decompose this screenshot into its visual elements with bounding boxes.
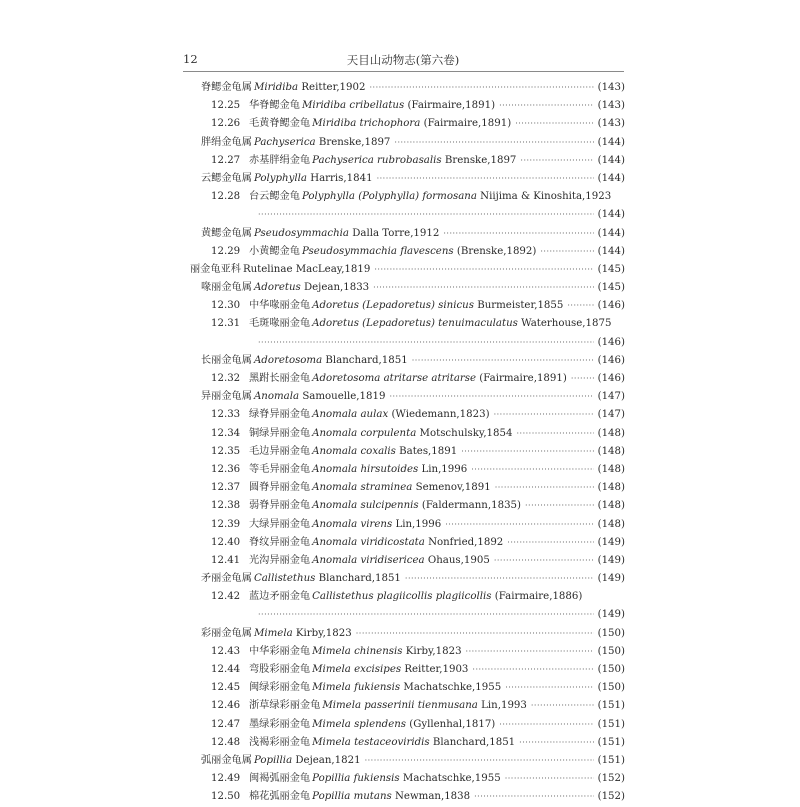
entry-text — [201, 570, 401, 588]
chinese-name: 闽褐弧丽金龟 — [249, 773, 311, 785]
page-ref: (148) — [597, 500, 625, 512]
chinese-name: 闽绿彩丽金龟 — [249, 682, 311, 694]
toc-entry-species — [190, 770, 625, 788]
author-year: Kirby,1823 — [405, 645, 462, 657]
author-year: Machatschke,1955 — [403, 682, 502, 694]
latin-name: Anomala hirsutoides — [312, 463, 419, 475]
chinese-name: 彩丽金龟属 — [201, 627, 252, 639]
toc-entry-genus — [190, 134, 625, 152]
species-number: 12.44 — [211, 664, 241, 675]
author-year: Nonfried,1892 — [428, 536, 504, 548]
page-ref: (150) — [597, 627, 625, 639]
page-ref: (148) — [597, 445, 625, 457]
entry-text — [211, 661, 468, 679]
author-year: Semenov,1891 — [415, 482, 491, 494]
chinese-name: 光沟异丽金龟 — [249, 554, 311, 566]
page-ref: (146) — [597, 354, 625, 366]
author-year: Blanchard,1851 — [432, 736, 516, 748]
latin-name: Adoretosoma atritarse atritarse — [312, 373, 477, 384]
species-number: 12.38 — [211, 500, 241, 512]
chinese-name: 棉花弧丽金龟 — [249, 791, 311, 803]
chinese-name: 赤基胖绢金龟 — [249, 154, 311, 166]
latin-name: Mimela fukiensis — [312, 682, 401, 694]
toc-entry-species — [190, 479, 625, 497]
dot-leader — [472, 661, 593, 679]
page-ref: (149) — [597, 554, 625, 566]
dot-leader — [520, 152, 593, 170]
entry-text — [211, 297, 563, 315]
dot-leader — [519, 734, 593, 752]
chinese-name: 黑跗长丽金龟 — [249, 373, 311, 384]
latin-name: Miridiba — [253, 82, 299, 93]
page-ref: (143) — [597, 82, 625, 93]
dot-leader — [466, 643, 594, 661]
dot-leader — [495, 479, 594, 497]
dot-leader — [499, 97, 594, 115]
toc-entry-genus — [190, 352, 625, 370]
page-ref: (145) — [597, 282, 625, 294]
dot-leader — [389, 388, 593, 406]
dot-leader — [405, 570, 594, 588]
chinese-name: 绿脊异丽金龟 — [249, 409, 311, 421]
latin-name: Miridiba trichophora — [312, 118, 421, 130]
page-ref: (151) — [597, 754, 625, 766]
page-ref: (144) — [597, 172, 625, 184]
dot-leader — [494, 406, 594, 424]
latin-name: Callistethus plagiicollis plagiicollis — [312, 591, 492, 603]
toc-entry-genus — [190, 79, 625, 97]
toc-entry-species — [190, 788, 625, 806]
dot-leader — [571, 370, 594, 388]
toc-entry-species — [190, 406, 625, 424]
dot-leader — [494, 552, 594, 570]
toc-entry-species — [190, 115, 625, 133]
entry-text — [211, 788, 470, 806]
chinese-name: 异丽金龟属 — [201, 391, 252, 403]
latin-name: Popillia fukiensis — [312, 773, 400, 785]
entry-text — [211, 443, 457, 461]
toc-entry-genus — [190, 170, 625, 188]
chinese-name: 长丽金龟属 — [201, 354, 252, 366]
toc-entry-species — [190, 679, 625, 697]
page-ref: (149) — [597, 609, 625, 621]
latin-name: Popillia mutans — [312, 791, 392, 803]
species-number: 12.35 — [211, 445, 241, 457]
page-ref: (143) — [597, 118, 625, 130]
author-year: Machatschke,1955 — [402, 773, 501, 785]
latin-name: Adoretus (Lepadoretus) tenuimaculatus — [312, 318, 518, 330]
dot-leader — [471, 461, 593, 479]
toc-entry-species — [190, 588, 625, 606]
latin-name: Anomala viridicostata — [312, 536, 425, 548]
page-ref: (144) — [597, 136, 625, 148]
page-ref: (148) — [597, 463, 625, 475]
author-year: Reitter,1902 — [301, 82, 366, 93]
toc-entry-species — [190, 97, 625, 115]
toc-entry-species — [190, 643, 625, 661]
author-year: (Faldermann,1835) — [421, 500, 522, 512]
chinese-name: 喙丽金龟属 — [201, 282, 252, 294]
toc-entry-species — [190, 552, 625, 570]
species-number: 12.43 — [211, 645, 241, 657]
entry-text — [211, 152, 516, 170]
latin-name: Pachyserica — [253, 136, 316, 148]
species-number: 12.49 — [211, 773, 241, 785]
toc-entry-continuation — [190, 606, 625, 624]
page-ref: (150) — [597, 682, 625, 694]
chinese-name: 圆脊异丽金龟 — [249, 482, 311, 494]
author-year: Lin,1993 — [481, 700, 527, 712]
chinese-name: 浅褐彩丽金龟 — [249, 736, 311, 748]
entry-text — [211, 243, 536, 261]
toc-entry-genus — [190, 570, 625, 588]
dot-leader — [412, 352, 594, 370]
entry-text — [201, 170, 373, 188]
latin-name: Anomala aulax — [312, 409, 389, 421]
entry-text — [211, 552, 490, 570]
entry-text — [211, 516, 441, 534]
species-number: 12.40 — [211, 536, 241, 548]
author-year: Brenske,1897 — [318, 136, 391, 148]
author-year: Bates,1891 — [399, 445, 458, 457]
dot-leader — [515, 115, 593, 133]
entry-text — [211, 115, 511, 133]
species-number: 12.45 — [211, 682, 241, 694]
dot-leader — [258, 334, 594, 352]
author-year: Blanchard,1851 — [325, 354, 408, 366]
chinese-name: 弯股彩丽金龟 — [249, 664, 311, 675]
page-ref: (149) — [597, 536, 625, 548]
latin-name: Mimela — [253, 627, 293, 639]
species-number: 12.47 — [211, 718, 241, 730]
author-year: (Gyllenhal,1817) — [409, 718, 496, 730]
latin-name: Adoretosoma — [253, 354, 323, 366]
dot-leader — [356, 625, 594, 643]
species-number: 12.25 — [211, 100, 241, 112]
page-ref: (143) — [597, 100, 625, 112]
species-number: 12.26 — [211, 118, 241, 130]
latin-name: Mimela passerinii tienmusana — [322, 700, 478, 712]
author-year: Lin,1996 — [395, 518, 442, 530]
header-rule — [183, 71, 624, 72]
species-number: 12.32 — [211, 373, 241, 384]
author-year: Lin,1996 — [421, 463, 468, 475]
species-number: 12.50 — [211, 791, 241, 803]
chinese-name: 胖绢金龟属 — [201, 136, 252, 148]
author-year: (Fairmaire,1891) — [479, 373, 567, 384]
table-of-contents — [190, 79, 625, 807]
toc-entry-species — [190, 697, 625, 715]
dot-leader — [258, 206, 594, 224]
page-ref: (150) — [597, 645, 625, 657]
species-number: 12.42 — [211, 591, 241, 603]
chinese-name: 台云鳃金龟 — [249, 191, 300, 203]
dot-leader — [507, 534, 593, 552]
page-ref: (147) — [597, 391, 625, 403]
entry-text — [201, 279, 369, 297]
dot-leader — [461, 443, 593, 461]
latin-name: Pseudosymmachia flavescens — [301, 245, 454, 257]
latin-name: Anomala coxalis — [312, 445, 396, 457]
latin-name: Polyphylla — [253, 172, 307, 184]
species-number: 12.41 — [211, 554, 241, 566]
author-year: Motschulsky,1854 — [419, 427, 513, 439]
chinese-name: 脊鳃金龟属 — [201, 82, 252, 93]
author-year: (Brenske,1892) — [456, 245, 537, 257]
species-number: 12.29 — [211, 245, 241, 257]
toc-entry-genus — [190, 752, 625, 770]
chinese-name: 浙草绿彩丽金龟 — [249, 700, 321, 712]
chinese-name: 中华彩丽金龟 — [249, 645, 311, 657]
author-year: Dalla Torre,1912 — [352, 227, 440, 239]
dot-leader — [443, 225, 593, 243]
author-year: Reitter,1903 — [404, 664, 469, 675]
chinese-name: 毛边异丽金龟 — [249, 445, 311, 457]
latin-name: Mimela excisipes — [312, 664, 402, 675]
species-number: 12.31 — [211, 318, 241, 330]
toc-entry-genus — [190, 225, 625, 243]
author-year: Kirby,1823 — [295, 627, 352, 639]
author-year: Rutelinae MacLeay,1819 — [242, 263, 371, 275]
entry-text — [211, 643, 462, 661]
toc-entry-species — [190, 716, 625, 734]
entry-text — [201, 752, 361, 770]
page-ref: (146) — [597, 300, 625, 312]
toc-entry-genus — [190, 388, 625, 406]
dot-leader — [373, 279, 593, 297]
chinese-name: 墨绿彩丽金龟 — [249, 718, 311, 730]
page-ref: (151) — [597, 700, 625, 712]
page-ref: (148) — [597, 427, 625, 439]
chinese-name: 云鳃金龟属 — [201, 172, 252, 184]
latin-name: Anomala viridisericea — [312, 554, 425, 566]
entry-text — [211, 679, 501, 697]
dot-leader — [258, 606, 594, 624]
toc-entry-species — [190, 734, 625, 752]
chinese-name: 毛斑喙丽金龟 — [249, 318, 311, 330]
entry-text — [201, 134, 390, 152]
running-header — [183, 52, 623, 72]
species-number: 12.39 — [211, 518, 241, 530]
chinese-name: 弱脊异丽金龟 — [249, 500, 311, 512]
dot-leader — [531, 697, 594, 715]
species-number: 12.48 — [211, 736, 241, 748]
page-ref: (144) — [597, 245, 625, 257]
latin-name: Popillia — [253, 754, 293, 766]
chinese-name: 毛黄脊鳃金龟 — [249, 118, 311, 130]
latin-name: Mimela chinensis — [312, 645, 403, 657]
entry-text — [211, 406, 490, 424]
chinese-name: 等毛异丽金龟 — [249, 463, 311, 475]
species-number: 12.33 — [211, 409, 241, 421]
latin-name: Adoretus (Lepadoretus) sinicus — [312, 300, 474, 312]
chinese-name: 丽金龟亚科 — [190, 263, 241, 275]
page-ref: (144) — [597, 154, 625, 166]
entry-text — [211, 497, 521, 515]
page-ref: (146) — [597, 373, 625, 384]
author-year: Dejean,1833 — [303, 282, 370, 294]
latin-name: Anomala virens — [312, 518, 393, 530]
toc-entry-species — [190, 534, 625, 552]
page-ref: (147) — [597, 409, 625, 421]
author-year: Waterhouse,1875 — [521, 318, 612, 330]
entry-text — [211, 97, 495, 115]
chinese-name: 弧丽金龟属 — [201, 754, 252, 766]
entry-text — [211, 425, 513, 443]
dot-leader — [540, 243, 593, 261]
species-number: 12.37 — [211, 482, 241, 494]
entry-text — [201, 388, 385, 406]
dot-leader — [445, 516, 593, 534]
latin-name: Mimela splendens — [312, 718, 407, 730]
toc-entry-genus — [190, 279, 625, 297]
chinese-name: 大绿异丽金龟 — [249, 518, 311, 530]
latin-name: Anomala — [253, 391, 300, 403]
toc-entry-species — [190, 443, 625, 461]
dot-leader — [369, 79, 593, 97]
author-year: Burmeister,1855 — [477, 300, 564, 312]
entry-text — [211, 461, 467, 479]
dot-leader — [505, 679, 593, 697]
entry-text — [201, 625, 352, 643]
toc-entry-species — [190, 425, 625, 443]
chinese-name: 脊纹异丽金龟 — [249, 536, 311, 548]
entry-text — [211, 716, 495, 734]
page-ref: (148) — [597, 518, 625, 530]
page-ref: (152) — [597, 773, 625, 785]
toc-entry-species — [190, 315, 625, 333]
latin-name: Callistethus — [253, 573, 316, 585]
page-ref: (145) — [597, 263, 625, 275]
latin-name: Anomala corpulenta — [312, 427, 417, 439]
toc-entry-species — [190, 661, 625, 679]
page-number: 12 — [183, 52, 198, 66]
author-year: (Wiedemann,1823) — [391, 409, 490, 421]
chinese-name: 蓝边矛丽金龟 — [249, 591, 311, 603]
entry-text — [211, 315, 611, 333]
dot-leader — [567, 297, 593, 315]
page-ref: (150) — [597, 664, 625, 675]
author-year: Dejean,1821 — [295, 754, 361, 766]
page-ref: (152) — [597, 791, 625, 803]
latin-name: Polyphylla (Polyphylla) formosana — [301, 191, 477, 203]
entry-text — [211, 734, 515, 752]
page-ref: (151) — [597, 718, 625, 730]
latin-name: Mimela testaceoviridis — [312, 736, 430, 748]
page-ref: (144) — [597, 209, 625, 221]
dot-leader — [525, 497, 594, 515]
latin-name: Pachyserica rubrobasalis — [312, 154, 442, 166]
chinese-name: 矛丽金龟属 — [201, 573, 252, 585]
toc-entry-species — [190, 152, 625, 170]
dot-leader — [517, 425, 594, 443]
entry-text — [211, 370, 567, 388]
species-number: 12.36 — [211, 463, 241, 475]
author-year: Niijima & Kinoshita,1923 — [480, 191, 612, 203]
chinese-name: 黄鳃金龟属 — [201, 227, 252, 239]
entry-text — [211, 697, 527, 715]
toc-entry-species — [190, 297, 625, 315]
toc-entry-continuation — [190, 334, 625, 352]
dot-leader — [505, 770, 594, 788]
chinese-name: 小黄鳃金龟 — [249, 245, 300, 257]
toc-entry-species — [190, 370, 625, 388]
latin-name: Adoretus — [253, 282, 301, 294]
dot-leader — [377, 170, 594, 188]
species-number: 12.28 — [211, 191, 241, 203]
entry-text — [211, 588, 582, 606]
dot-leader — [394, 134, 593, 152]
toc-entry-continuation — [190, 206, 625, 224]
author-year: (Fairmaire,1886) — [494, 591, 583, 603]
page-ref: (148) — [597, 482, 625, 494]
dot-leader — [499, 716, 593, 734]
toc-entry-genus — [190, 625, 625, 643]
author-year: Brenske,1897 — [444, 154, 517, 166]
author-year: Blanchard,1851 — [318, 573, 401, 585]
species-number: 12.46 — [211, 700, 241, 712]
entry-text — [201, 79, 365, 97]
dot-leader — [374, 261, 593, 279]
book-title: 天目山动物志(第六卷) — [346, 53, 460, 67]
entry-text — [211, 534, 503, 552]
toc-entry-subfamily — [190, 261, 625, 279]
species-number: 12.30 — [211, 300, 241, 312]
toc-entry-species — [190, 461, 625, 479]
entry-text — [211, 188, 611, 206]
entry-text — [190, 261, 370, 279]
page-ref: (149) — [597, 573, 625, 585]
latin-name: Anomala straminea — [312, 482, 413, 494]
author-year: Ohaus,1905 — [427, 554, 490, 566]
chinese-name: 华脊鳃金龟 — [249, 100, 300, 112]
page-ref: (151) — [597, 736, 625, 748]
entry-text — [211, 479, 491, 497]
species-number: 12.34 — [211, 427, 241, 439]
author-year: Samouelle,1819 — [302, 391, 386, 403]
dot-leader — [474, 788, 593, 806]
chinese-name: 铜绿异丽金龟 — [249, 427, 311, 439]
latin-name: Miridiba cribellatus — [301, 100, 405, 112]
entry-text — [201, 352, 408, 370]
page-ref: (146) — [597, 336, 625, 348]
page-ref: (144) — [597, 227, 625, 239]
toc-entry-species — [190, 497, 625, 515]
author-year: (Fairmaire,1891) — [407, 100, 496, 112]
latin-name: Anomala sulcipennis — [312, 500, 419, 512]
chinese-name: 中华喙丽金龟 — [249, 300, 311, 312]
toc-entry-species — [190, 188, 625, 206]
author-year: Newman,1838 — [395, 791, 471, 803]
entry-text — [201, 225, 439, 243]
latin-name: Pseudosymmachia — [253, 227, 349, 239]
author-year: Harris,1841 — [310, 172, 373, 184]
toc-entry-species — [190, 243, 625, 261]
author-year: (Fairmaire,1891) — [423, 118, 512, 130]
dot-leader — [365, 752, 594, 770]
species-number: 12.27 — [211, 154, 241, 166]
entry-text — [211, 770, 501, 788]
toc-entry-species — [190, 516, 625, 534]
